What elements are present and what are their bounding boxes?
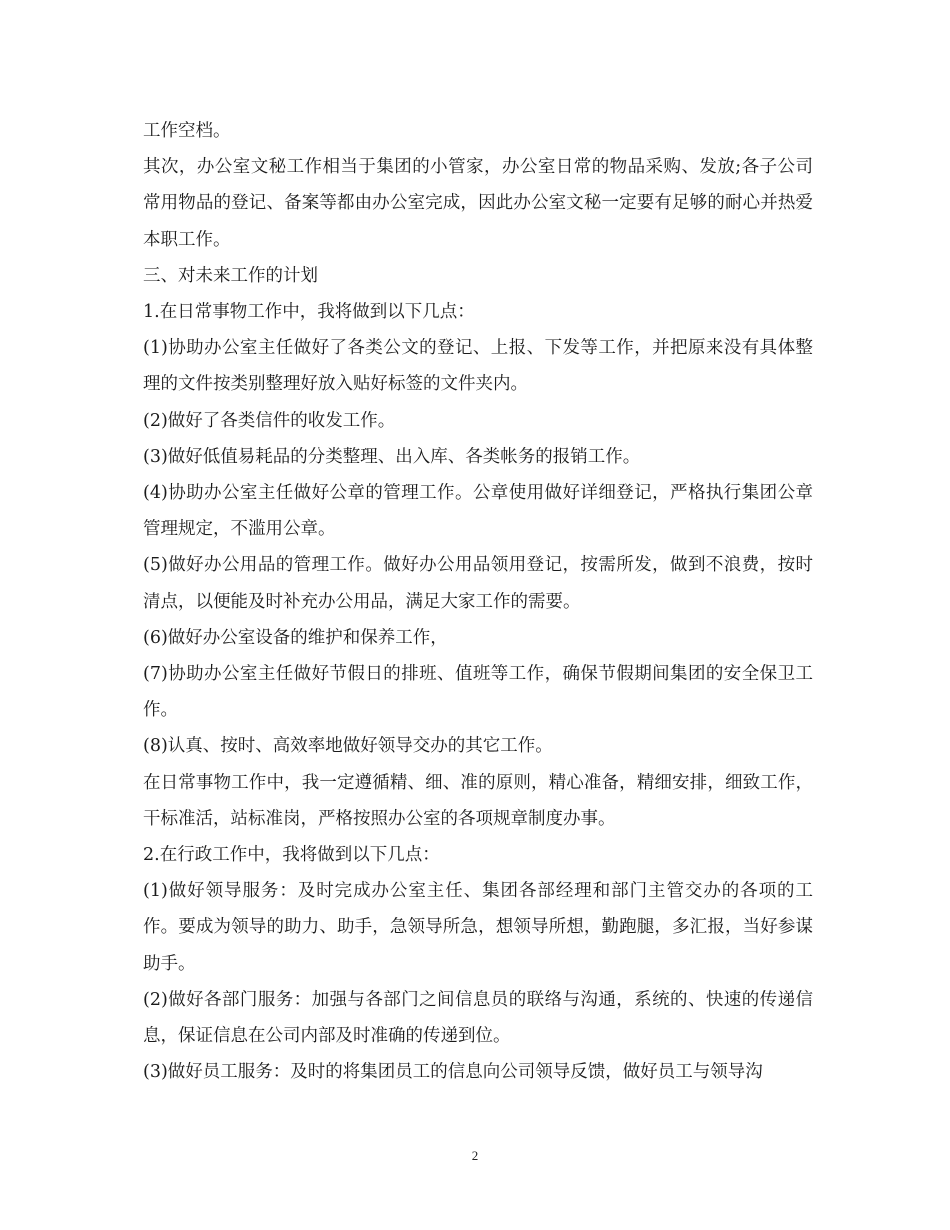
paragraph-secondly: 其次，办公室文秘工作相当于集团的小管家，办公室日常的物品采购、发放;各子公司常用物品的登记、备案等都由办公室完成，因此办公室文秘一定要有足够的耐心并热爱本职工作。 [143, 157, 813, 250]
paragraph-continuation: 工作空档。 [143, 121, 231, 141]
list-item-2: (2)做好了各类信件的收发工作。 [143, 410, 396, 431]
admin-item-3: (3)做好员工服务：及时的将集团员工的信息向公司领导反馈，做好员工与领导沟 [143, 1062, 763, 1083]
list-item-1: (1)协助办公室主任做好了各类公文的登记、上报、下发等工作，并把原来没有具体整理的文件按类别整理好放入贴好标签的文件夹内。 [143, 338, 813, 395]
paragraph-daily-summary: 在日常事物工作中，我一定遵循精、细、准的原则，精心准备，精细安排，细致工作，干标准活，站标准岗，严格按照办公室的各项规章制度办事。 [143, 772, 813, 829]
admin-item-1: (1)做好领导服务：及时完成办公室主任、集团各部经理和部门主管交办的各项的工作。要成为领导的助力、助手，急领导所急，想领导所想，勤跑腿，多汇报，当好参谋助手。 [143, 881, 813, 974]
page-number: 2 [471, 1148, 479, 1163]
subheading-daily-affairs: 1.在日常事物工作中，我将做到以下几点： [143, 302, 475, 323]
list-item-7: (7)协助办公室主任做好节假日的排班、值班等工作，确保节假期间集团的安全保卫工作。 [143, 664, 813, 721]
admin-item-2: (2)做好各部门服务：加强与各部门之间信息员的联络与沟通，系统的、快速的传递信息，保证信息在公司内部及时准确的传递到位。 [143, 989, 813, 1047]
document-body [143, 113, 813, 1090]
list-item-3: (3)做好低值易耗品的分类整理、出入库、各类帐务的报销工作。 [143, 446, 641, 467]
list-item-6: (6)做好办公室设备的维护和保养工作， [143, 627, 448, 648]
subheading-administrative: 2.在行政工作中，我将做到以下几点： [143, 845, 440, 866]
list-item-4: (4)协助办公室主任做好公章的管理工作。公章使用做好详细登记，严格执行集团公章管理规定，不滥用公章。 [143, 483, 813, 540]
list-item-5: (5)做好办公用品的管理工作。做好办公用品领用登记，按需所发，做到不浪费，按时清点，以便能及时补充办公用品，满足大家工作的需要。 [143, 555, 813, 612]
section-heading-future-plan: 三、对未来工作的计划 [143, 265, 318, 286]
list-item-8: (8)认真、按时、高效率地做好领导交办的其它工作。 [143, 736, 553, 757]
